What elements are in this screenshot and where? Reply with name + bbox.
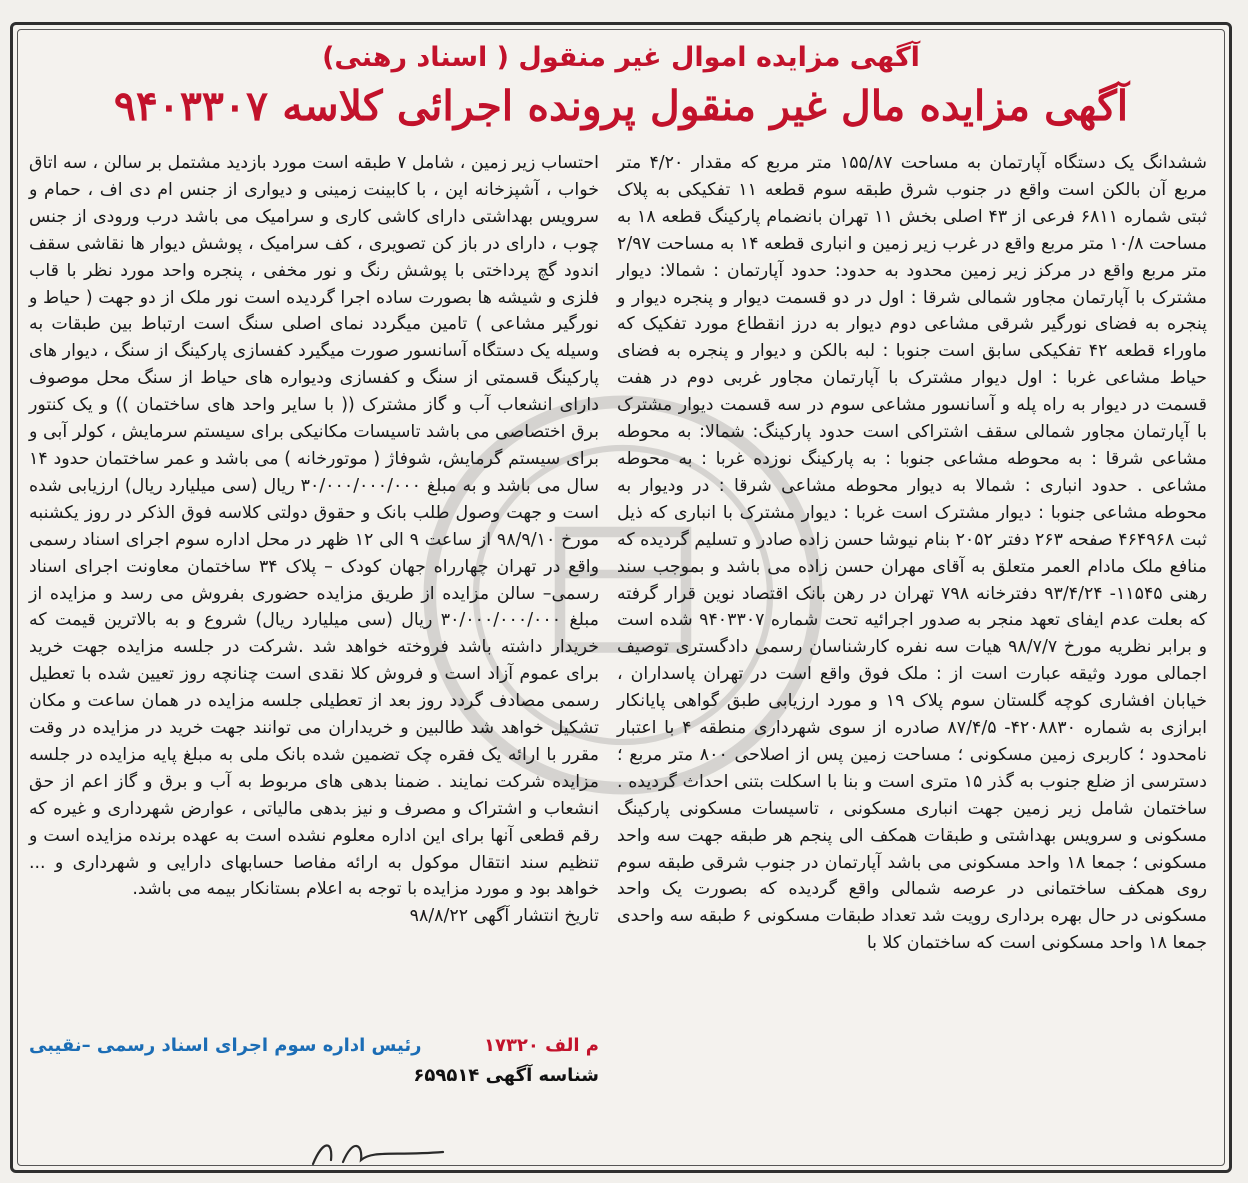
notice-frame [10, 22, 1232, 1173]
notice-subtitle: آگهی مزایده اموال غیر منقول ( اسناد رهنی) [322, 42, 920, 73]
notice-title: آگهی مزایده مال غیر منقول پرونده اجرائی کلاسه ۹۴۰۳۳۰۷ [113, 82, 1129, 130]
body-text-left: احتساب زیر زمین ، شامل ۷ طبقه است مورد بازدید مشتمل بر سالن ، سه اتاق خواب ، آشپزخانه اپن ، با کابینت زمینی و دیواری از جنس ام دی اف ، حمام و سرویس بهداشتی دارای کاشی کاری و سرامیک می باشد درب ورودی از جنس چوب ، دارای در باز کن تصویری ، کف سرامیک ، پوشش دیوار ها نقاشی سقف اندود گچ پرداختی با پوشش رنگ و نور مخفی ، پنجره واحد مورد نظر با قاب فلزی و شیشه ها بصورت ساده اجرا گردیده است نور ملک از دو جهت ( حیاط و نورگیر مشاعی ) تامین میگردد نمای اصلی سنگ است ارتباط بین طبقات به وسیله یک دستگاه آسانسور صورت میگیرد کفسازی پارکینگ از سنگ ، دیوار های پارکینگ قسمتی از سنگ و کفسازی ودیواره های حیاط از سنگ محل موصوف دارای انشعاب آب و گاز مشترک (( با سایر واحد های ساختمان )) و یک کنتور برق اختصاصی می باشد تاسیسات مکانیکی برای سیستم سرمایش ، کولر آبی و برای سیستم گرمایش، شوفاژ ( موتورخانه ) می باشد و عمر ساختمان حدود ۱۴ سال می باشد و به مبلغ ۳۰/۰۰۰/۰۰۰/۰۰۰ ریال (سی میلیارد ریال) ارزیابی شده است و جهت وصول طلب بانک و حقوق دولتی کلاسه فوق الذکر در روز یکشنبه مورخ ۹۸/۹/۱۰ از ساعت ۹ الی ۱۲ ظهر در محل اداره سوم اجرای اسناد رسمی واقع در تهران چهارراه جهان کودک – پلاک ۳۴ ساختمان معاونت اجرای اسناد رسمی– سالن مزایده از طریق مزایده حضوری بفروش می رسد و مزایده از مبلغ ۳۰/۰۰۰/۰۰۰/۰۰۰ ریال (سی میلیارد ریال) شروع و به بالاترین قیمت که خریدار داشته باشد فروخته خواهد شد .شرکت در جلسه مزایده جهت خرید برای عموم آزاد است و فروش کلا نقدی است چنانچه روز تعیین شده با تعطیل رسمی مصادف گردد روز بعد از تعطیلی جلسه مزایده در همان ساعت و مکان تشکیل خواهد شد طالبین و خریداران می توانند جهت خرید در مزایده در وقت مقرر با ارائه یک فقره چک تضمین شده بانک ملی به مبلغ پایه مزایده در جلسه مزایده شرکت نمایند . ضمنا بدهی های مربوط به آب و برق و گاز اعم از حق انشعاب و اشتراک و مصرف و نیز بدهی مالیاتی ، عوارض شهرداری و غیره که رقم قطعی آنها برای این اداره معلوم نشده است به عهده برنده مزایده است و تنظیم سند انتقال موکول به ارائه مفاصا حسابهای دارایی و شهرداری و ... خواهد بود و مورد مزایده با توجه به اعلام بستانکار بیمه می باشد. [29, 153, 600, 900]
handwritten-signature-icon [303, 1130, 453, 1170]
notice-code: م الف ۱۷۳۲۰ [483, 1035, 599, 1056]
footer-row-id [29, 1062, 599, 1090]
cropped-top-line [0, 0, 1248, 18]
footer-row-code [29, 1032, 599, 1060]
signer-title: رئیس اداره سوم اجرای اسناد رسمی –نقیبی [29, 1035, 422, 1056]
publish-date: تاریخ انتشار آگهی ۹۸/۸/۲۲ [409, 906, 599, 927]
body-text-right: ششدانگ یک دستگاه آپارتمان به مساحت ۱۵۵/۸۷ متر مربع که مقدار ۴/۲۰ متر مربع آن بالکن است واقع در جنوب شرق طبقه سوم قطعه ۱۱ تفکیکی به پلاک ثبتی شماره ۶۸۱۱ فرعی از ۴۳ اصلی بخش ۱۱ تهران بانضمام پارکینگ قطعه ۱۸ به مساحت ۱۰/۸ متر مربع واقع در غرب زیر زمین و انباری قطعه ۱۴ به مساحت ۲/۹۷ متر مربع واقع در مرکز زیر زمین محدود به حدود: حدود آپارتمان : شمالا: دیوار مشترک با آپارتمان مجاور شمالی شرقا : اول در دو قسمت دیوار و پنجره دیوار و پنجره به فضای نورگیر شرقی مشاعی دوم دیوار به درز انقطاع مورد تفکیک که ماوراء قطعه ۴۲ تفکیکی سابق است جنوبا : لبه بالکن و دیوار و پنجره به فضای حیاط مشاعی غربا : اول دیوار مشترک با آپارتمان مجاور غربی دوم در هفت قسمت در دیوار به راه پله و آسانسور مشاعی سوم در سه قسمت دیوار مشترک با آپارتمان مجاور شمالی سقف اشتراکی است حدود پارکینگ: شمالا: به محوطه مشاعی شرقا : به محوطه مشاعی جنوبا : به پارکینگ نوزده غربا : به محوطه مشاعی . حدود انباری : شمالا به دیوار محوطه مشاعی شرقا : در ودیوار به محوطه مشاعی جنوبا : دیوار مشترک است غربا : دیوار مشترک با انباری که ذیل ثبت ۴۶۴۹۶۸ صفحه ۲۶۳ دفتر ۲۰۵۲ بنام نیوشا حسن زاده صادر و تسلیم گردیده که منافع ملک مادام العمر متعلق به آقای مهران حسن زاده می باشد و بموجب سند رهنی ۱۱۵۴۵- ۹۳/۴/۲۴ دفترخانه ۷۹۸ تهران در رهن بانک اقتصاد نوین قرار گرفته که بعلت عدم ایفای تعهد منجر به صدور اجرائیه تحت شماره ۹۴۰۳۳۰۷ شده است و برابر نظریه مورخ ۹۸/۷/۷ هیات سه نفره کارشناسان رسمی دادگستری توصیف اجمالی مورد وثیقه عبارت است از : ملک فوق واقع است در تهران پاسداران ، خیابان افشاری کوچه گلستان سوم پلاک ۱۹ و مورد ارزیابی طبق گواهی پایانکار ابرازی به شماره ۴۲۰۸۸۳۰- ۸۷/۴/۵ صادره از سوی شهرداری منطقه ۴ با اعتبار نامحدود ؛ کاربری زمین مسکونی ؛ مساحت زمین پس از اصلاحی ۸۰۰ متر مربع ؛ دسترسی از ضلع جنوب به گذر ۱۵ متری است و بنا با اسکلت بتنی احداث گردیده . ساختمان شامل زیر زمین جهت انباری مسکونی ، تاسیسات مسکونی پارکینگ مسکونی و سرویس بهداشتی و طبقات همکف الی پنجم هر طبقه جهت سه واحد مسکونی ؛ جمعا ۱۸ واحد مسکونی می باشد آپارتمان در جنوب شرقی طبقه سوم روی همکف ساختمانی در عرصه شمالی واقع گردیده که بصورت یک واحد مسکونی در حال بهره برداری رویت شد تعداد طبقات مسکونی ۶ طبقه سه واحدی جمعا ۱۸ واحد مسکونی است که ساختمان کلا با [617, 153, 1208, 954]
body-column-right [617, 150, 1207, 957]
notice-id: شناسه آگهی ۶۵۹۵۱۴ [413, 1065, 599, 1086]
body-column-left [29, 150, 599, 930]
